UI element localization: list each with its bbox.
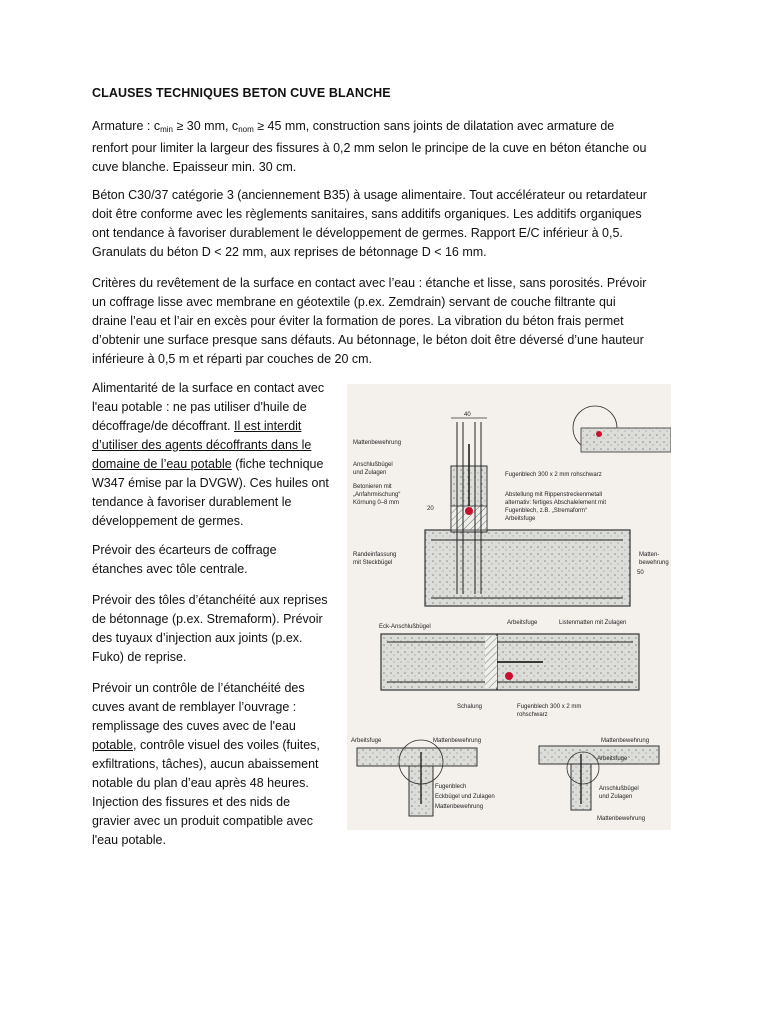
criteres-line: un coffrage lisse avec membrane en géotextile (p.ex. Zemdrain) servant de couche filtrante qui bbox=[92, 295, 616, 309]
label-matten: Matten- bbox=[639, 552, 660, 558]
label-alternativ: alternativ: fertiges Abschalelement mit bbox=[505, 500, 607, 506]
alimentarite-paragraph bbox=[92, 379, 344, 531]
label-mattenbewehrung-2: Mattenbewehrung bbox=[435, 804, 484, 810]
criteres-line: Critères du revêtement de la surface en contact avec l’eau : étanche et lisse, sans porosités. Prévoir bbox=[92, 276, 647, 290]
toles-line: de bétonnage (p.ex. Stremaform). Prévoir bbox=[92, 612, 323, 626]
toles-line: Prévoir des tôles d’étanchéité aux reprises bbox=[92, 593, 328, 607]
alimentarite-line: l'eau potable : ne pas utiliser d'huile de bbox=[92, 400, 307, 414]
label-mattenbewehrung: Mattenbewehrung bbox=[433, 738, 482, 744]
label-randeinfassung: Randeinfassung bbox=[353, 552, 397, 558]
armature-line: renfort pour limiter la largeur des fissures à 0,2 mm selon le principe de la cuve en béton étanche ou bbox=[92, 141, 647, 155]
criteres-line: inférieure à 0,5 m et réparti par couches de 20 cm. bbox=[92, 352, 373, 366]
controle-line: Injection des fissures et des nids de bbox=[92, 795, 291, 809]
toles-paragraph bbox=[92, 591, 344, 667]
controle-line: potable, contrôle visuel des voiles (fuites, bbox=[92, 738, 320, 752]
underlined-text: domaine de l’eau potable bbox=[92, 457, 232, 471]
underlined-text: d’utiliser des agents décoffrants dans le bbox=[92, 438, 312, 452]
label-fugenblech: Fugenblech bbox=[435, 784, 467, 790]
label-fugenblech: Fugenblech 300 x 2 mm rohschwarz bbox=[505, 472, 602, 478]
label-steckbugel: mit Steckbügel bbox=[353, 560, 393, 566]
criteres-line: draine l’eau et l’air en excès pour éviter la formation de pores. La vibration du béton frais permet bbox=[92, 314, 624, 328]
label-rohschwarz: rohschwarz bbox=[517, 712, 548, 718]
label-anfahrmischung: „Anfahrmischung“ bbox=[353, 492, 401, 498]
label-anschlussbugel: Anschlußbügel bbox=[599, 786, 639, 792]
alimentarite-line: domaine de l’eau potable (fiche technique bbox=[92, 457, 324, 471]
armature-line: cuve blanche. Epaisseur min. 30 cm. bbox=[92, 160, 297, 174]
controle-line: exfiltrations, tâches), aucun abaissement bbox=[92, 757, 319, 771]
ecarteurs-line: Prévoir des écarteurs de coffrage bbox=[92, 543, 277, 557]
corner-detail-left bbox=[351, 738, 495, 816]
joint-detail-top bbox=[353, 406, 671, 606]
document-title: CLAUSES TECHNIQUES BETON CUVE BLANCHE bbox=[92, 86, 391, 100]
underlined-text: potable bbox=[92, 738, 134, 752]
controle-paragraph bbox=[92, 679, 344, 850]
criteres-line: d’obtenir une surface presque sans défauts. Au bétonnage, le béton doit être déversé d’une hauteur bbox=[92, 333, 644, 347]
floor-slab bbox=[425, 530, 630, 606]
label-arbeitsfuge: Arbeitsfuge bbox=[507, 620, 538, 626]
dim-50-label: 50 bbox=[637, 570, 644, 576]
alimentarite-line bbox=[92, 436, 344, 455]
label-mattenbewehrung-2: Mattenbewehrung bbox=[597, 816, 646, 822]
armature-paragraph bbox=[92, 117, 682, 177]
armature-line: Armature : $c_{min} \ge 30$ mm, $c_{nom} \ge 45$ mm, construction sans joints de dilatation avec armature de bbox=[92, 119, 615, 134]
underlined-text: Il est interdit bbox=[234, 419, 302, 433]
controle-line: remplissage des cuves avec de l'eau bbox=[92, 719, 296, 733]
controle-line: l'eau potable. bbox=[92, 833, 166, 847]
beton-paragraph bbox=[92, 186, 682, 262]
label-kornung: Körnung 0–8 mm bbox=[353, 500, 400, 506]
criteres-paragraph bbox=[92, 274, 682, 369]
beton-line: Béton C30/37 catégorie 3 (anciennement B35) à usage alimentaire. Tout accélérateur ou retardateur bbox=[92, 188, 647, 202]
label-stremaform: Fugenblech, z.B. „Stremaform“ bbox=[505, 508, 588, 514]
corner-detail-right bbox=[539, 738, 659, 822]
toles-line: Fuko) de reprise. bbox=[92, 650, 187, 664]
beton-line: doit être conforme avec les règlements sanitaires, sans additifs organiques. Les additifs organiques bbox=[92, 207, 642, 221]
construction-detail-figure bbox=[347, 384, 671, 830]
label-betonieren: Betonieren mit bbox=[353, 484, 392, 490]
controle-line: cuves avant de remblayer l’ouvrage : bbox=[92, 700, 297, 714]
dim-40-label: 40 bbox=[464, 412, 471, 418]
alimentarite-line: W347 émise par la DVGW). Ces huiles ont bbox=[92, 476, 329, 490]
label-arbeitsfuge: Arbeitsfuge bbox=[351, 738, 382, 744]
alimentarite-line: décoffrage/de décoffrant. Il est interdit bbox=[92, 419, 302, 433]
wall-joint-plan bbox=[379, 620, 639, 718]
alimentarite-line: tendance à favoriser durablement le bbox=[92, 495, 292, 509]
label-arbeitsfuge: Arbeitsfuge bbox=[505, 516, 536, 522]
label-anschlussbugel: Anschlußbügel bbox=[353, 462, 393, 468]
dim-20-label: 20 bbox=[427, 506, 434, 512]
joint-marker bbox=[505, 672, 513, 680]
controle-line: gravier avec un produit compatible avec bbox=[92, 814, 313, 828]
label-bewehrung: bewehrung bbox=[639, 560, 669, 566]
label-abstellung: Abstellung mit Rippenstreckenmetall bbox=[505, 492, 603, 498]
controle-line: notable du plan d’eau après 48 heures. bbox=[92, 776, 309, 790]
controle-line: Prévoir un contrôle de l’étanchéité des bbox=[92, 681, 305, 695]
joint-marker bbox=[465, 507, 473, 515]
label-und-zulagen: und Zulagen bbox=[353, 470, 387, 476]
label-mattenbewehrung: Mattenbewehrung bbox=[601, 738, 650, 744]
label-arbeitsfuge: Arbeitsfuge bbox=[597, 756, 628, 762]
label-eck-anschlussbugel: Eck-Anschlußbügel bbox=[379, 624, 431, 630]
label-und-zulagen: und Zulagen bbox=[599, 794, 633, 800]
label-mattenbewehrung: Mattenbewehrung bbox=[353, 440, 402, 446]
ecarteurs-line: étanches avec tôle centrale. bbox=[92, 562, 248, 576]
label-listenmatten: Listenmatten mit Zulagen bbox=[559, 620, 627, 626]
label-fugenblech: Fugenblech 300 x 2 mm bbox=[517, 704, 582, 710]
label-schalung: Schalung bbox=[457, 704, 483, 710]
alimentarite-line: développement de germes. bbox=[92, 514, 244, 528]
alimentarite-line: Alimentarité de la surface en contact avec bbox=[92, 381, 325, 395]
ecarteurs-paragraph bbox=[92, 541, 344, 579]
beton-line: ont tendance à favoriser durablement le développement de germes. Rapport E/C inférieur à 0,5. bbox=[92, 226, 623, 240]
beton-line: Granulats du béton D < 22 mm, aux reprises de bétonnage D < 16 mm. bbox=[92, 245, 487, 259]
detail-drawings bbox=[347, 384, 671, 830]
toles-line: des tuyaux d’injection aux joints (p.ex. bbox=[92, 631, 303, 645]
label-eckbugel: Eckbügel und Zulagen bbox=[435, 794, 495, 800]
